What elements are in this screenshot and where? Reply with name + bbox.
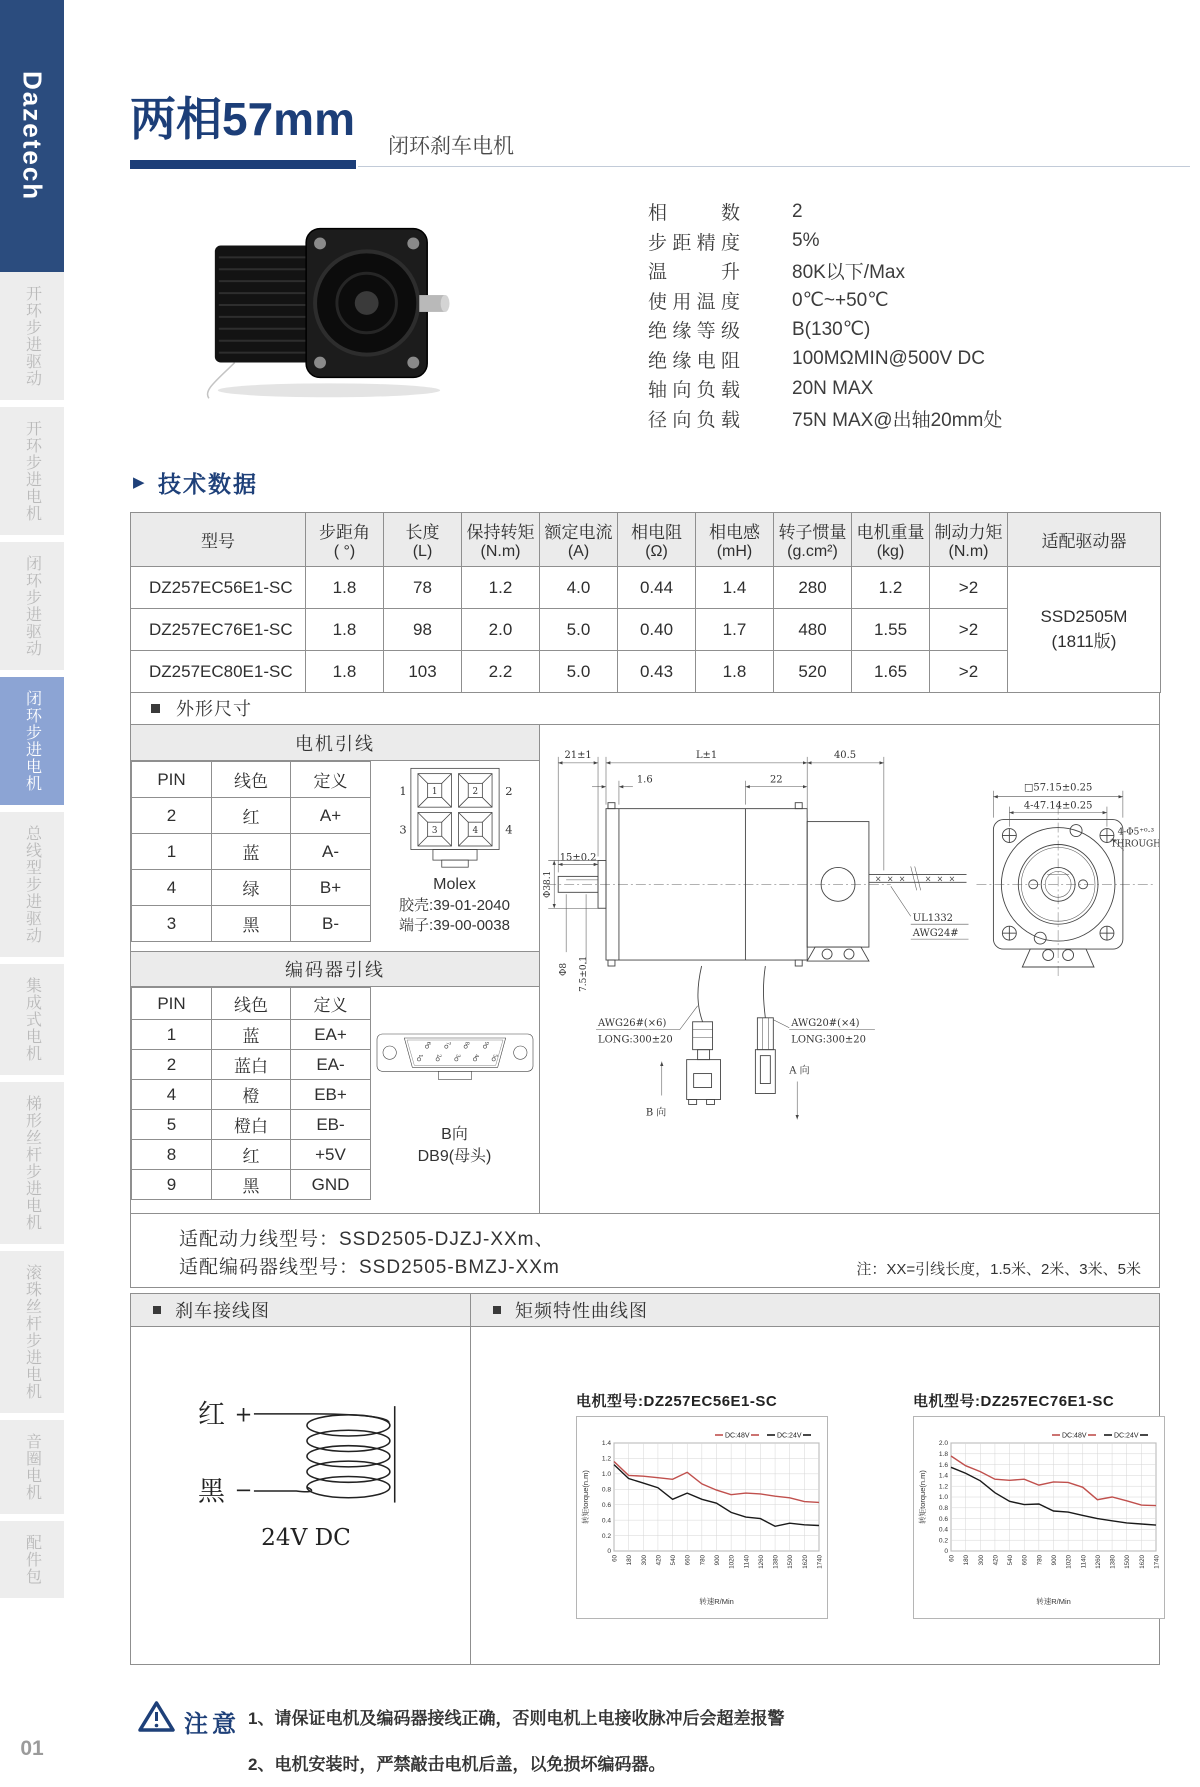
svg-text:转矩torque(n.m): 转矩torque(n.m)	[581, 1470, 590, 1524]
svg-text:1380: 1380	[1109, 1555, 1117, 1569]
pin-table-row	[132, 1170, 371, 1200]
pin-table-row	[132, 870, 371, 906]
svg-text:1500: 1500	[787, 1555, 795, 1569]
dim-through-2: THROUGH	[1110, 839, 1159, 850]
table-cell: 2.2	[462, 651, 540, 693]
brake-black-wire-label: 黑	[198, 1476, 225, 1508]
spec-value: 0℃~+50℃	[792, 289, 889, 311]
svg-text:180: 180	[626, 1555, 634, 1566]
table-cell: 1.7	[696, 609, 774, 651]
svg-text:780: 780	[1036, 1555, 1044, 1566]
table-cell: 1.8	[306, 651, 384, 693]
pin-cell: 4	[132, 1080, 212, 1110]
svg-text:0.2: 0.2	[601, 1532, 611, 1540]
cable-length-note: 注：XX=引线长度，1.5米、2米、3米、5米	[856, 1261, 1141, 1278]
svg-text:3: 3	[453, 1054, 460, 1058]
svg-text:180: 180	[963, 1555, 971, 1566]
sidebar-item-8[interactable]: 音圈电机	[0, 1420, 64, 1514]
pin-table-row	[132, 906, 371, 942]
svg-text:0: 0	[607, 1548, 611, 1556]
pin-cell: 5	[132, 1110, 212, 1140]
chart-2-plot	[913, 1416, 1165, 1619]
tech-table-col-header: 保持转矩 (N.m)	[462, 513, 540, 567]
molex-terminal: 端子:39-00-0038	[399, 916, 510, 934]
brake-section-header	[131, 1294, 471, 1327]
svg-text:×: ×	[936, 874, 944, 884]
sidebar-item-2[interactable]: 闭环步进驱动	[0, 542, 64, 670]
brand-logo-text: Dazetech	[17, 70, 48, 202]
motor-leads-pin-table	[131, 761, 371, 942]
spec-row	[648, 256, 1068, 286]
svg-text:780: 780	[699, 1555, 707, 1566]
spec-list	[648, 197, 1068, 433]
svg-text:420: 420	[992, 1555, 1000, 1566]
table-cell: 280	[774, 567, 852, 609]
svg-text:1020: 1020	[728, 1555, 736, 1569]
tech-data-section-title: 技术数据	[158, 471, 258, 497]
pin-cell: 红	[212, 1140, 291, 1170]
tech-table-col-header: 电机重量 (kg)	[852, 513, 930, 567]
pin-cell: 1	[132, 834, 212, 870]
molex-outer-label-4: 4	[504, 822, 513, 837]
ul-label: UL1332	[912, 913, 954, 925]
svg-text:0: 0	[944, 1548, 948, 1556]
pin-cell: A+	[291, 798, 371, 834]
pin-col-header: 线色	[212, 762, 291, 798]
awg24-label: AWG24#	[912, 928, 959, 940]
page-title: 两相57mm	[130, 93, 355, 145]
sidebar-item-9[interactable]: 配件包	[0, 1521, 64, 1598]
pin-cell: 蓝白	[212, 1050, 291, 1080]
pin-col-header: 定义	[291, 762, 371, 798]
svg-text:6: 6	[424, 1041, 431, 1046]
pin-cell: +5V	[291, 1140, 371, 1170]
pin-cell: 2	[132, 798, 212, 834]
table-cell: 103	[384, 651, 462, 693]
spec-label: 绝缘电阻	[648, 350, 740, 372]
torque-section-title: 矩频特性曲线图	[515, 1301, 648, 1321]
table-cell: 78	[384, 567, 462, 609]
outline-dimensions-box	[130, 724, 1160, 1288]
chart-1-title: 电机型号:DZ257EC56E1-SC	[576, 1393, 778, 1410]
pin-col-header: PIN	[132, 988, 212, 1020]
table-cell: 98	[384, 609, 462, 651]
table-cell: 1.2	[462, 567, 540, 609]
dim-22: 22	[769, 774, 783, 786]
svg-text:1260: 1260	[757, 1555, 765, 1569]
spec-row	[648, 374, 1068, 404]
dim-d38: Φ38.1	[543, 870, 554, 898]
tech-table-col-header: 转子惯量 (g.cm²)	[774, 513, 852, 567]
table-cell: >2	[930, 651, 1008, 693]
tech-table-col-header: 型号	[131, 513, 306, 567]
tech-table-col-header: 步距角 ( °)	[306, 513, 384, 567]
table-row	[131, 651, 1161, 693]
svg-text:DC:48V: DC:48V	[725, 1432, 750, 1440]
pin-table-row	[132, 1110, 371, 1140]
spec-label: 温升	[648, 262, 740, 284]
spec-table-body	[131, 567, 1161, 693]
sidebar-item-6[interactable]: 梯形丝杆步进电机	[0, 1082, 64, 1244]
brake-plus-sign: +	[234, 1402, 253, 1428]
pin-col-header: 定义	[291, 988, 371, 1020]
spec-value: 75N MAX@出轴20mm处	[792, 409, 1003, 431]
svg-text:0.8: 0.8	[601, 1486, 611, 1494]
awg26-length-label: LONG:300±20	[598, 1034, 673, 1046]
svg-text:1.2: 1.2	[601, 1455, 611, 1463]
spec-row	[648, 315, 1068, 345]
pin-cell: GND	[291, 1170, 371, 1200]
pin-cell: 黑	[212, 1170, 291, 1200]
table-cell: >2	[930, 567, 1008, 609]
awg20-label: AWG20#(×4)	[791, 1017, 860, 1029]
svg-text:0.4: 0.4	[938, 1526, 948, 1534]
svg-text:2.0: 2.0	[938, 1440, 948, 1448]
title-underline-bar	[130, 160, 356, 169]
pin-table-row	[132, 1050, 371, 1080]
svg-text:×: ×	[886, 874, 894, 884]
db9-caption-type: DB9(母头)	[417, 1147, 492, 1165]
molex-outer-label-2: 2	[504, 783, 513, 798]
table-cell: 4.0	[540, 567, 618, 609]
tech-table-header-row	[131, 513, 1161, 567]
molex-pin-1: 1	[431, 786, 438, 797]
sidebar-item-1[interactable]: 开环步进电机	[0, 407, 64, 535]
pin-cell: 3	[132, 906, 212, 942]
dim-d8: Φ8	[559, 962, 570, 976]
svg-text:1.6: 1.6	[938, 1461, 948, 1469]
svg-text:1140: 1140	[1080, 1555, 1088, 1569]
product-image	[195, 203, 453, 408]
pin-cell: 橙白	[212, 1110, 291, 1140]
svg-text:7: 7	[443, 1041, 450, 1046]
tech-table-col-header: 额定电流 (A)	[540, 513, 618, 567]
pin-cell: 黑	[212, 906, 291, 942]
brand-logo	[0, 0, 64, 272]
svg-text:1.8: 1.8	[938, 1451, 948, 1458]
pin-cell: EA+	[291, 1020, 371, 1050]
table-cell: 0.44	[618, 567, 696, 609]
pin-cell: 橙	[212, 1080, 291, 1110]
pin-cell: 蓝	[212, 1020, 291, 1050]
svg-text:4: 4	[472, 1054, 479, 1058]
pin-cell: EB+	[291, 1080, 371, 1110]
tech-table-col-header: 相电感 (mH)	[696, 513, 774, 567]
pin-cell: 红	[212, 798, 291, 834]
notice-line-1: 1、请保证电机及编码器接线正确，否则电机上电接收脉冲后会超差报警	[248, 1709, 785, 1728]
pin-cell: B+	[291, 870, 371, 906]
spec-value: 80K以下/Max	[792, 262, 905, 284]
square-bullet-icon	[151, 704, 160, 713]
svg-text:0.6: 0.6	[938, 1515, 948, 1523]
brake-red-wire-label: 红	[198, 1399, 225, 1431]
table-cell: 1.8	[306, 609, 384, 651]
svg-text:DC:24V: DC:24V	[777, 1432, 802, 1440]
molex-shell: 胶壳:39-01-2040	[399, 896, 510, 914]
pin-cell: 蓝	[212, 834, 291, 870]
cable-model-strip	[131, 1213, 1159, 1287]
svg-text:5: 5	[491, 1054, 498, 1058]
spec-value: B(130℃)	[792, 319, 871, 341]
pin-cell: EA-	[291, 1050, 371, 1080]
molex-name: Molex	[433, 876, 476, 893]
table-cell: 5.0	[540, 609, 618, 651]
dim-L: L±1	[695, 749, 718, 761]
pin-cell: 绿	[212, 870, 291, 906]
svg-text:DC:24V: DC:24V	[1114, 1432, 1139, 1440]
spec-row	[648, 197, 1068, 227]
svg-text:660: 660	[684, 1555, 692, 1566]
svg-text:60: 60	[948, 1555, 956, 1562]
molex-outer-label-1: 1	[398, 783, 407, 798]
warning-triangle-icon	[138, 1700, 175, 1738]
spec-value: 20N MAX	[792, 377, 874, 399]
table-cell: 520	[774, 651, 852, 693]
svg-text:900: 900	[714, 1555, 721, 1566]
table-cell: 1.4	[696, 567, 774, 609]
brake-voltage-label: 24V DC	[261, 1525, 351, 1551]
svg-text:1740: 1740	[1153, 1555, 1161, 1569]
svg-text:1: 1	[416, 1054, 423, 1058]
svg-text:转矩torque(n.m): 转矩torque(n.m)	[918, 1470, 927, 1524]
svg-text:420: 420	[655, 1555, 663, 1566]
molex-pin-2: 2	[471, 786, 478, 797]
page-subtitle: 闭环刹车电机	[388, 135, 514, 158]
tech-data-table	[130, 512, 1161, 693]
outline-dim-header-row	[130, 692, 1160, 724]
encoder-leads-band: 编码器引线	[131, 951, 540, 987]
section-arrow-icon: ▶	[133, 474, 145, 491]
square-bullet-icon	[153, 1306, 161, 1314]
table-cell: 1.65	[852, 651, 930, 693]
spec-value: 100MΩMIN@500V DC	[792, 348, 985, 370]
svg-text:0.6: 0.6	[601, 1501, 611, 1509]
sidebar	[0, 0, 64, 1787]
spec-value: 5%	[792, 230, 820, 252]
tech-table-col-header: 长度 (L)	[384, 513, 462, 567]
svg-text:1740: 1740	[816, 1555, 824, 1569]
dim-21: 21±1	[564, 749, 592, 761]
svg-text:900: 900	[1051, 1555, 1058, 1566]
svg-text:1500: 1500	[1124, 1555, 1132, 1569]
outline-dim-title: 外形尺寸	[176, 699, 252, 719]
svg-text:DC:48V: DC:48V	[1062, 1432, 1087, 1440]
svg-text:1140: 1140	[743, 1555, 751, 1569]
table-cell: 2.0	[462, 609, 540, 651]
svg-text:2: 2	[435, 1054, 442, 1058]
pin-table-row	[132, 834, 371, 870]
spec-label: 步距精度	[648, 232, 740, 254]
pin-cell: 2	[132, 1050, 212, 1080]
svg-text:540: 540	[1007, 1555, 1015, 1566]
table-cell: 5.0	[540, 651, 618, 693]
encoder-cable-model: 适配编码器线型号：SSD2505-BMZJ-XXm	[179, 1257, 560, 1278]
table-cell: 1.2	[852, 567, 930, 609]
chart-2-title: 电机型号:DZ257EC76E1-SC	[913, 1393, 1115, 1410]
pin-table-row	[132, 1080, 371, 1110]
svg-text:300: 300	[977, 1555, 985, 1566]
pin-cell: 9	[132, 1170, 212, 1200]
table-cell: 480	[774, 609, 852, 651]
table-row	[131, 609, 1161, 651]
svg-text:转速R/Min: 转速R/Min	[1036, 1597, 1071, 1606]
svg-text:300: 300	[640, 1555, 648, 1566]
torque-chart-card-2	[913, 1390, 1165, 1619]
pin-cell: B-	[291, 906, 371, 942]
sidebar-item-7[interactable]: 滚珠丝杆步进电机	[0, 1251, 64, 1413]
pin-col-header: 线色	[212, 988, 291, 1020]
svg-text:转速R/Min: 转速R/Min	[699, 1597, 734, 1606]
awg20-length-label: LONG:300±20	[791, 1034, 866, 1046]
awg26-label: AWG26#(×6)	[598, 1017, 667, 1029]
motor-leads-band: 电机引线	[131, 725, 540, 761]
molex-outer-label-3: 3	[398, 822, 407, 837]
svg-text:×: ×	[898, 874, 906, 884]
table-cell: 0.43	[618, 651, 696, 693]
db9-caption-direction: B向	[441, 1126, 468, 1143]
svg-text:×: ×	[924, 874, 932, 884]
svg-text:1.2: 1.2	[938, 1483, 948, 1491]
spec-row	[648, 345, 1068, 375]
dim-1-6: 1.6	[636, 774, 653, 786]
dim-40-5: 40.5	[833, 749, 857, 761]
motor-photo-illustration	[195, 203, 453, 403]
table-cell: 1.8	[696, 651, 774, 693]
brake-section-title: 刹车接线图	[175, 1301, 270, 1321]
brake-torque-box	[130, 1293, 1160, 1665]
spec-label: 径向负载	[648, 409, 740, 431]
tech-table-col-header: 适配驱动器	[1008, 513, 1161, 567]
driver-cell: SSD2505M (1811版)	[1008, 567, 1161, 693]
table-cell: >2	[930, 609, 1008, 651]
brake-coil-illustration	[171, 1364, 441, 1564]
dimension-drawing-cell	[540, 725, 1159, 1213]
brake-torque-divider	[470, 1327, 471, 1664]
sidebar-item-3[interactable]: 闭环步进电机	[0, 677, 64, 805]
svg-text:1.4: 1.4	[938, 1472, 948, 1480]
pin-cell: 4	[132, 870, 212, 906]
sidebar-item-4[interactable]: 总线型步进驱动	[0, 812, 64, 957]
pin-cell: 1	[132, 1020, 212, 1050]
header-rule	[358, 166, 1190, 167]
db9-connector-icon	[375, 1019, 535, 1089]
table-row	[131, 567, 1161, 609]
sidebar-item-5[interactable]: 集成式电机	[0, 964, 64, 1075]
chart-1-plot	[576, 1416, 828, 1619]
spec-row	[648, 404, 1068, 434]
dim-holes-47: 4-47.14±0.25	[1023, 800, 1093, 812]
spec-value: 2	[792, 200, 803, 222]
molex-pin-3: 3	[431, 825, 438, 836]
table-cell: 1.55	[852, 609, 930, 651]
dim-15: 15±0.2	[559, 852, 597, 864]
svg-text:×: ×	[874, 874, 882, 884]
svg-text:×: ×	[948, 874, 956, 884]
sidebar-nav	[0, 272, 64, 1598]
table-cell: DZ257EC56E1-SC	[131, 567, 306, 609]
notice-title: 注意	[184, 1711, 240, 1738]
table-cell: 1.8	[306, 567, 384, 609]
svg-text:0.2: 0.2	[938, 1537, 948, 1545]
dimension-drawing	[540, 725, 1159, 1213]
svg-text:1620: 1620	[801, 1555, 809, 1569]
svg-text:0.4: 0.4	[601, 1517, 611, 1525]
table-cell: DZ257EC80E1-SC	[131, 651, 306, 693]
power-cable-model: 适配动力线型号：SSD2505-DJZJ-XXm、	[179, 1229, 555, 1250]
pin-table-header-row	[132, 988, 371, 1020]
dim-7-5: 7.5±0.1	[579, 955, 590, 992]
notice-line-2: 2、电机安装时，严禁敲击电机后盖，以免损坏编码器。	[248, 1755, 666, 1774]
svg-text:1260: 1260	[1094, 1555, 1102, 1569]
spec-label: 绝缘等级	[648, 321, 740, 343]
brake-minus-sign: −	[234, 1477, 253, 1503]
svg-text:1.0: 1.0	[601, 1471, 611, 1479]
pin-table-row	[132, 798, 371, 834]
svg-text:1.0: 1.0	[938, 1494, 948, 1502]
table-cell: DZ257EC76E1-SC	[131, 609, 306, 651]
svg-text:8: 8	[463, 1041, 470, 1046]
pin-cell: 8	[132, 1140, 212, 1170]
pin-table-row	[132, 1140, 371, 1170]
torque-section-header	[471, 1294, 1159, 1327]
brake-wiring-diagram	[171, 1364, 441, 1569]
a-direction-label: A 向	[789, 1065, 810, 1077]
dim-through-1: 4-Φ5⁺⁰·³	[1117, 827, 1155, 838]
encoder-leads-pin-table	[131, 987, 371, 1200]
page-number: 01	[20, 1737, 44, 1760]
pin-col-header: PIN	[132, 762, 212, 798]
spec-row	[648, 286, 1068, 316]
tech-table-col-header: 制动力矩 (N.m)	[930, 513, 1008, 567]
svg-text:1620: 1620	[1138, 1555, 1146, 1569]
svg-text:540: 540	[670, 1555, 678, 1566]
pin-cell: A-	[291, 834, 371, 870]
square-bullet-icon	[493, 1306, 501, 1314]
molex-connector-icon	[380, 763, 530, 869]
table-cell: 0.40	[618, 609, 696, 651]
svg-text:1.4: 1.4	[601, 1440, 611, 1448]
pin-table-row	[132, 1020, 371, 1050]
molex-pin-4: 4	[471, 825, 478, 836]
svg-text:0.8: 0.8	[938, 1505, 948, 1512]
svg-text:60: 60	[611, 1555, 619, 1562]
db9-connector-cell	[370, 987, 539, 1213]
molex-connector-cell	[370, 761, 539, 951]
spec-label: 轴向负载	[648, 380, 740, 402]
torque-chart-card-1	[576, 1390, 828, 1619]
tech-table-col-header: 相电阻 (Ω)	[618, 513, 696, 567]
spec-label: 相数	[648, 203, 740, 225]
pin-cell: EB-	[291, 1110, 371, 1140]
svg-text:1020: 1020	[1065, 1555, 1073, 1569]
sidebar-item-0[interactable]: 开环步进驱动	[0, 272, 64, 400]
spec-row	[648, 227, 1068, 257]
svg-text:9: 9	[482, 1041, 489, 1046]
spec-label: 使用温度	[648, 291, 740, 313]
b-direction-label: B 向	[645, 1107, 667, 1119]
dim-square-57: □57.15±0.25	[1023, 782, 1093, 794]
pin-table-header-row	[132, 762, 371, 798]
svg-text:1380: 1380	[772, 1555, 780, 1569]
svg-text:660: 660	[1021, 1555, 1029, 1566]
